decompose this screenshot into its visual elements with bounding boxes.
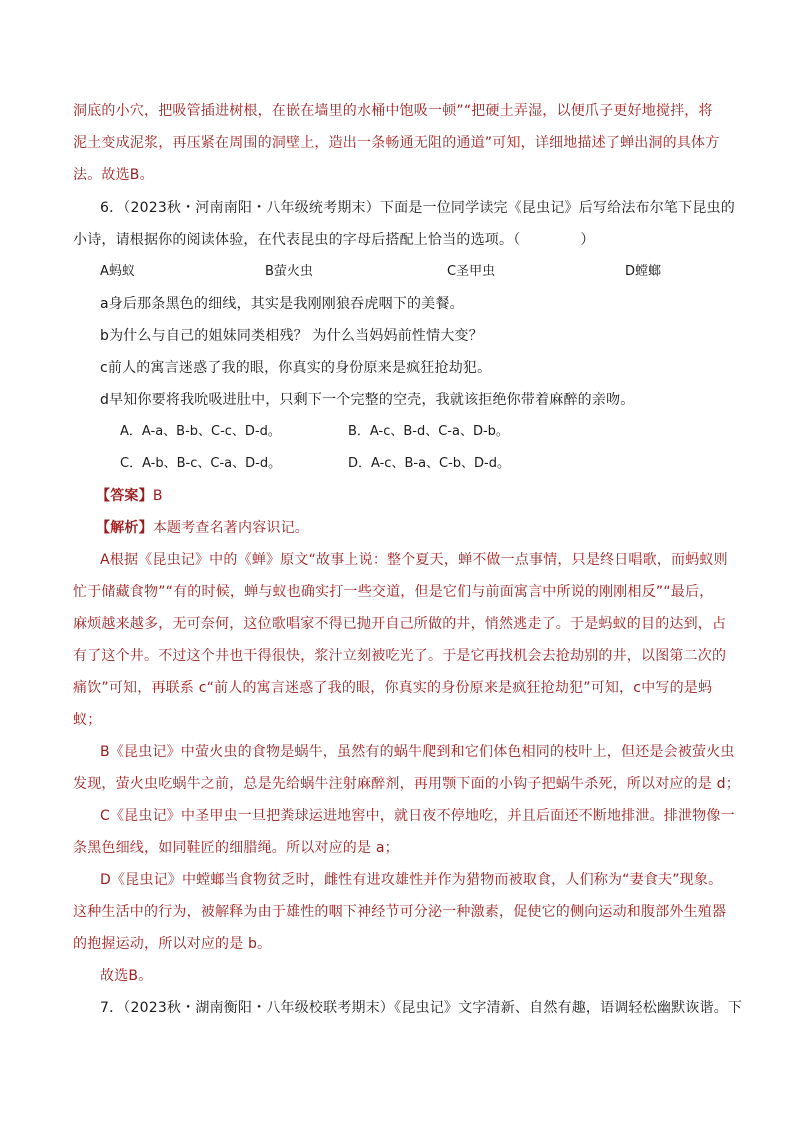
analysis-line: 蚁；: [73, 712, 102, 728]
analysis-line: 故选B。: [100, 968, 153, 984]
poem-line-c: c前人的寓言迷惑了我的眼，你真实的身份原来是疯狂抢劫犯。: [100, 360, 492, 376]
analysis-label: 【解析】: [96, 520, 153, 536]
text-line: 法。故选B。: [73, 167, 154, 183]
analysis-line: 有了这个井。不过这个井也干得很快，浆汁立刻被吃光了。于是它再找机会去抢劫别的井，以图第二次的: [73, 648, 727, 664]
text-line: 泥土变成泥浆，再压紧在周围的洞壁上，造出一条畅通无阻的通道”可知，详细地描述了蝉出洞的具体方: [73, 135, 720, 151]
answer-value: B: [152, 488, 163, 504]
analysis-line: 痛饮”可知，再联系 c“前人的寓言迷惑了我的眼，你真实的身份原来是疯狂抢劫犯”可知，c中写的是蚂: [73, 680, 713, 696]
option-d: D螳螂: [625, 264, 662, 279]
poem-line-b: b为什么与自己的姐妹同类相残？ 为什么当妈妈前性情大变？: [100, 328, 483, 344]
choice-b: B．A-c、B-d、C-a、D-b。: [348, 424, 509, 439]
question-7-stem: 7．（2023秋・湖南衡阳・八年级校联考期末）《昆虫记》文字清新、自然有趣，语调轻松幽默诙谐。下: [100, 1000, 743, 1016]
question-6-text: ）: [580, 232, 595, 248]
analysis-line: B《昆虫记》中萤火虫的食物是蜗牛，虽然有的蜗牛爬到和它们体色相同的枝叶上，但还是会被萤火虫: [100, 744, 735, 760]
analysis-line: 发现，萤火虫吃蜗牛之前，总是先给蜗牛注射麻醉剂，再用颚下面的小钩子把蜗牛杀死，所以对应的是 d；: [73, 776, 740, 792]
question-6-text: 6．（2023秋・河南南阳・八年级统考期末）下面是一位同学读完《昆虫记》后写给法布尔笔下昆虫的: [100, 200, 735, 216]
poem-line-a: a身后那条黑色的细线，其实是我刚刚狼吞虎咽下的美餐。: [100, 296, 464, 312]
analysis-row: [96, 518, 309, 538]
analysis-line: 条黑色细线，如同鞋匠的细腊绳。所以对应的是 a；: [73, 840, 399, 856]
analysis-line: 忙于储藏食物”“有的时候，蝉与蚁也确实打一些交道，但是它们与前面寓言中所说的刚刚相反”“最后，: [73, 584, 714, 600]
answer-label: 【答案】: [96, 488, 153, 504]
analysis-text: 本题考查名著内容识记。: [152, 520, 310, 536]
poem-line-d: d早知你要将我吮吸进肚中，只剩下一个完整的空壳，我就该拒绝你带着麻醉的亲吻。: [100, 392, 635, 408]
choice-a: A．A-a、B-b、C-c、D-d。: [120, 424, 281, 439]
question-6-text: 小诗，请根据你的阅读体验，在代表昆虫的字母后搭配上恰当的选项。（: [73, 232, 521, 248]
analysis-line: D《昆虫记》中螳螂当食物贫乏时，雌性有进攻雄性并作为猎物而被取食，人们称为“妻食夫”现象。: [100, 872, 723, 888]
answer-row: [96, 486, 163, 506]
analysis-line: C《昆虫记》中圣甲虫一旦把粪球运进地窖中，就日夜不停地吃，并且后面还不断地排泄。排泄物像一: [100, 808, 735, 824]
option-a: A蚂蚁: [100, 264, 135, 279]
question-6-stem: [100, 198, 735, 218]
choice-c: C．A-b、B-c、C-a、D-d。: [120, 456, 282, 471]
choice-d: D．A-c、B-a、C-b、D-d。: [348, 456, 511, 471]
option-c: C圣甲虫: [447, 264, 496, 279]
analysis-line: 的抱握运动，所以对应的是 b。: [73, 936, 272, 952]
analysis-line: A根据《昆虫记》中的《蝉》原文“故事上说：整个夏天，蝉不做一点事情，只是终日唱歌，而蚂蚁则: [100, 552, 728, 568]
question-6-stem-cont: [73, 230, 595, 250]
text-line: 洞底的小穴，把吸管插进树根，在嵌在墙里的水桶中饱吸一顿”“把硬土弄湿，以便爪子更好地搅拌，将: [73, 103, 713, 119]
analysis-line: 这种生活中的行为，被解释为由于雄性的咽下神经节可分泌一种激素，促使它的侧向运动和腹部外生殖器: [73, 904, 727, 920]
analysis-line: 麻烦越来越多，无可奈何，这位歌唱家不得已抛开自己所做的井，悄然逃走了。于是蚂蚁的目的达到，占: [73, 616, 727, 632]
option-b: B萤火虫: [265, 264, 313, 279]
